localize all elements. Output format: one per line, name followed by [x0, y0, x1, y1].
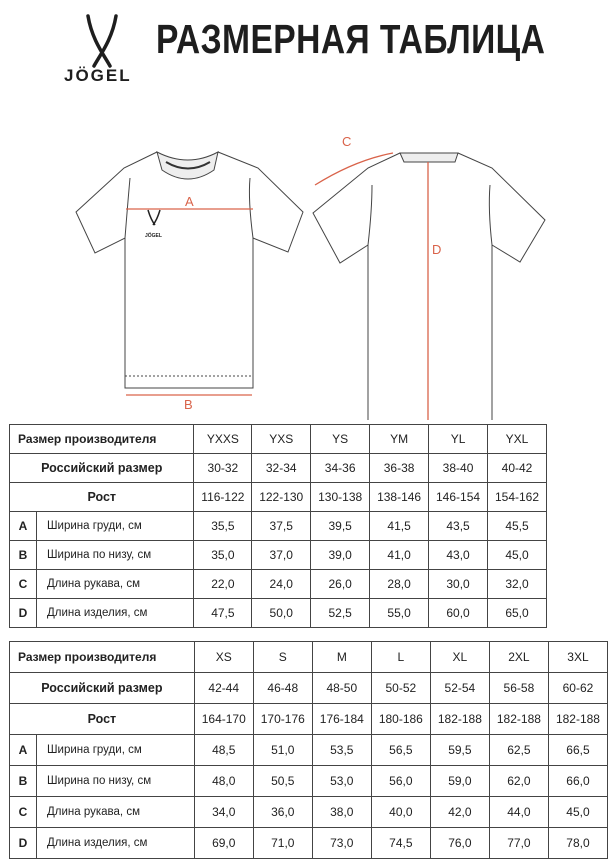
measurement-value: 50,0: [252, 599, 311, 628]
measurement-row: [10, 541, 547, 570]
height-cell: 130-138: [311, 483, 370, 512]
height-cell: 146-154: [429, 483, 488, 512]
size-cell: S: [253, 642, 312, 673]
measurement-value: 43,5: [429, 512, 488, 541]
measurement-value: 59,5: [430, 735, 489, 766]
page-title: РАЗМЕРНАЯ ТАБЛИЦА: [156, 16, 546, 62]
height-cell: 122-130: [252, 483, 311, 512]
label-c: C: [342, 134, 352, 149]
size-cell: YXS: [252, 425, 311, 454]
measurement-value: 41,0: [370, 541, 429, 570]
chest-logo-text: JÖGEL: [145, 233, 162, 239]
ru-size-label: Российский размер: [10, 454, 194, 483]
measurement-value: 37,5: [252, 512, 311, 541]
height-cell: 138-146: [370, 483, 429, 512]
measurement-arrows: [126, 153, 428, 420]
measurement-value: 38,0: [312, 797, 371, 828]
brand-logo-text: JÖGEL: [64, 66, 132, 85]
height-cell: 176-184: [312, 704, 371, 735]
measurement-value: 39,5: [311, 512, 370, 541]
measurement-label: Ширина по низу, см: [37, 541, 194, 570]
header-label: Размер производителя: [10, 425, 194, 454]
measurement-value: 24,0: [252, 570, 311, 599]
measurement-value: 48,0: [194, 766, 253, 797]
measurement-row: [10, 570, 547, 599]
header-label: Размер производителя: [10, 642, 195, 673]
ru-size-cell: 30-32: [194, 454, 252, 483]
measurement-value: 74,5: [371, 828, 430, 859]
ru-size-label: Российский размер: [10, 673, 195, 704]
measurement-value: 41,5: [370, 512, 429, 541]
measurement-value: 32,0: [488, 570, 547, 599]
size-cell: XS: [194, 642, 253, 673]
size-cell: YXXS: [194, 425, 252, 454]
measurement-value: 36,0: [253, 797, 312, 828]
measurement-value: 73,0: [312, 828, 371, 859]
measurement-value: 55,0: [370, 599, 429, 628]
measurement-value: 53,0: [312, 766, 371, 797]
measurement-row: [10, 828, 608, 859]
height-cell: 170-176: [253, 704, 312, 735]
measurement-row: [10, 735, 608, 766]
label-d: D: [432, 242, 442, 257]
height-cell: 182-188: [489, 704, 548, 735]
measurement-value: 60,0: [429, 599, 488, 628]
size-cell: YXL: [488, 425, 547, 454]
ru-size-cell: 60-62: [548, 673, 607, 704]
measurement-value: 78,0: [548, 828, 607, 859]
measurement-value: 69,0: [194, 828, 253, 859]
measurement-value: 45,5: [488, 512, 547, 541]
back-tshirt-drawing: [313, 153, 545, 420]
ru-size-row: [10, 454, 547, 483]
youth-size-table: [9, 424, 547, 628]
measurement-value: 56,0: [371, 766, 430, 797]
manufacturer-size-row: [10, 642, 608, 673]
measurement-value: 35,5: [194, 512, 252, 541]
ru-size-cell: 48-50: [312, 673, 371, 704]
measurement-value: 71,0: [253, 828, 312, 859]
ru-size-cell: 50-52: [371, 673, 430, 704]
ru-size-cell: 36-38: [370, 454, 429, 483]
manufacturer-size-row: [10, 425, 547, 454]
measurement-value: 30,0: [429, 570, 488, 599]
height-cell: 182-188: [430, 704, 489, 735]
ru-size-cell: 38-40: [429, 454, 488, 483]
measurement-row: [10, 766, 608, 797]
ru-size-row: [10, 673, 608, 704]
height-row: [10, 483, 547, 512]
measurement-value: 44,0: [489, 797, 548, 828]
measurement-value: 66,0: [548, 766, 607, 797]
measurement-letter: A: [10, 512, 37, 541]
chest-logo-icon: [148, 210, 160, 225]
ru-size-cell: 34-36: [311, 454, 370, 483]
size-cell: YM: [370, 425, 429, 454]
measurement-letter: B: [10, 766, 37, 797]
measurement-value: 26,0: [311, 570, 370, 599]
measurement-value: 42,0: [430, 797, 489, 828]
measurement-value: 50,5: [253, 766, 312, 797]
measurement-value: 43,0: [429, 541, 488, 570]
height-cell: 164-170: [194, 704, 253, 735]
ru-size-cell: 52-54: [430, 673, 489, 704]
size-cell: XL: [430, 642, 489, 673]
size-cell: YL: [429, 425, 488, 454]
height-cell: 180-186: [371, 704, 430, 735]
measurement-value: 22,0: [194, 570, 252, 599]
ru-size-cell: 46-48: [253, 673, 312, 704]
measurement-value: 37,0: [252, 541, 311, 570]
measurement-value: 77,0: [489, 828, 548, 859]
measurement-letter: C: [10, 797, 37, 828]
measurement-letter: D: [10, 828, 37, 859]
height-row: [10, 704, 608, 735]
measurement-label: Ширина груди, см: [37, 735, 195, 766]
ru-size-cell: 56-58: [489, 673, 548, 704]
measurement-value: 59,0: [430, 766, 489, 797]
measurement-value: 53,5: [312, 735, 371, 766]
measurement-value: 34,0: [194, 797, 253, 828]
size-cell: 3XL: [548, 642, 607, 673]
measurement-letter: A: [10, 735, 37, 766]
measurement-letter: B: [10, 541, 37, 570]
measurement-value: 40,0: [371, 797, 430, 828]
measurement-value: 28,0: [370, 570, 429, 599]
measurement-value: 65,0: [488, 599, 547, 628]
ru-size-cell: 32-34: [252, 454, 311, 483]
measurement-label: Ширина груди, см: [37, 512, 194, 541]
measurement-row: [10, 512, 547, 541]
size-cell: L: [371, 642, 430, 673]
height-cell: 154-162: [488, 483, 547, 512]
arrow-c: [315, 153, 393, 185]
measurement-value: 76,0: [430, 828, 489, 859]
measurement-value: 45,0: [548, 797, 607, 828]
measurement-letter: C: [10, 570, 37, 599]
measurement-label: Длина рукава, см: [37, 797, 195, 828]
size-cell: M: [312, 642, 371, 673]
measurement-value: 48,5: [194, 735, 253, 766]
measurement-row: [10, 797, 608, 828]
measurement-value: 51,0: [253, 735, 312, 766]
logo-and-garment-diagram: [0, 0, 612, 420]
measurement-value: 39,0: [311, 541, 370, 570]
measurement-value: 56,5: [371, 735, 430, 766]
measurement-letter: D: [10, 599, 37, 628]
measurement-label: Длина рукава, см: [37, 570, 194, 599]
ru-size-cell: 40-42: [488, 454, 547, 483]
measurement-value: 35,0: [194, 541, 252, 570]
size-cell: YS: [311, 425, 370, 454]
measurement-value: 62,5: [489, 735, 548, 766]
measurement-value: 45,0: [488, 541, 547, 570]
measurement-value: 52,5: [311, 599, 370, 628]
label-a: A: [185, 194, 194, 209]
front-tshirt-drawing: [76, 152, 303, 388]
height-cell: 116-122: [194, 483, 252, 512]
size-cell: 2XL: [489, 642, 548, 673]
brand-logo-icon: [88, 16, 116, 66]
measurement-label: Ширина по низу, см: [37, 766, 195, 797]
height-label: Рост: [10, 483, 194, 512]
height-cell: 182-188: [548, 704, 607, 735]
measurement-row: [10, 599, 547, 628]
ru-size-cell: 42-44: [194, 673, 253, 704]
measurement-value: 62,0: [489, 766, 548, 797]
measurement-value: 47,5: [194, 599, 252, 628]
height-label: Рост: [10, 704, 195, 735]
adult-size-table: [9, 641, 608, 859]
label-b: B: [184, 397, 193, 412]
measurement-value: 66,5: [548, 735, 607, 766]
measurement-label: Длина изделия, см: [37, 599, 194, 628]
measurement-label: Длина изделия, см: [37, 828, 195, 859]
